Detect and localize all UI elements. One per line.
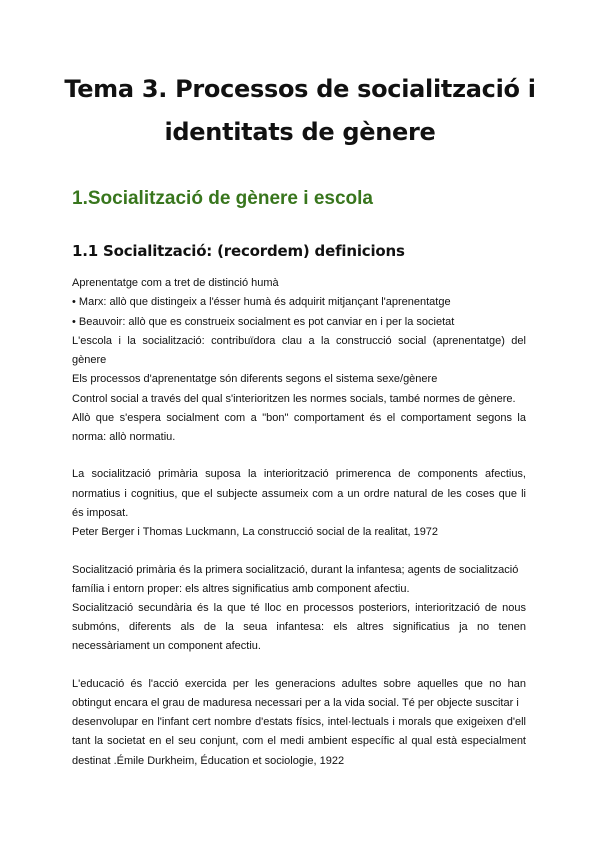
- bullet-line: • Beauvoir: allò que es construeix socialment es pot canviar en i per la societat: [72, 316, 455, 328]
- text-line: Socialització secundària és la que té lloc en processos posteriors, interiorització de nous: [72, 602, 526, 614]
- text-line: La socialització primària suposa la interiorització primerenca de components afectius,: [72, 468, 526, 480]
- bullet-line: • Marx: allò que distingeix a l'ésser humà és adquirit mitjançant l'aprenentatge: [72, 296, 451, 308]
- citation-line: destinat .Émile Durkheim, Éducation et sociologie, 1922: [72, 755, 345, 767]
- text-line: necessàriament un component afectiu.: [72, 640, 261, 652]
- text-line: gènere: [72, 354, 107, 366]
- text-line: L'educació és l'acció exercida per les generacions adultes sobre aquelles que no han: [72, 678, 526, 690]
- citation-line: Peter Berger i Thomas Luckmann, La construcció social de la realitat, 1972: [72, 526, 439, 538]
- text-line: L'escola i la socialització: contribuïdora clau a la construcció social (aprenentatge) del: [72, 335, 526, 347]
- text-line: Control social a través del qual s'interioritzen les normes socials, també normes de gènere.: [72, 393, 516, 405]
- text-line: tant la societat en el seu conjunt, com el medi ambient específic al qual està especialment: [72, 735, 526, 747]
- page-title-line-2: identitats de gènere: [164, 118, 436, 146]
- page-title-line-1: Tema 3. Processos de socialització i: [64, 75, 536, 103]
- text-line: Els processos d'aprenentatge són diferents segons el sistema sexe/gènere: [72, 373, 438, 385]
- section-heading: 1.Socialització de gènere i escola: [72, 188, 373, 209]
- text-line: és imposat.: [72, 507, 129, 519]
- subsection-heading: 1.1 Socialització: (recordem) definicions: [72, 242, 405, 260]
- text-line: submóns, diferents als de la seua infantesa: els altres significatius ja no tenen: [72, 621, 526, 633]
- text-line: família i entorn proper: els altres significatius amb component afectiu.: [72, 583, 410, 595]
- text-line: normatius i cognitius, que el subjecte assumeix com a un ordre natural de les coses que li: [72, 488, 526, 500]
- text-line: Allò que s'espera socialment com a "bon" comportament és el comportament segons la: [72, 412, 526, 424]
- text-line: obtingut encara el grau de maduresa necessari per a la vida social. Té per objecte suscitar i: [72, 697, 519, 709]
- text-line: Aprenentatge com a tret de distinció humà: [72, 277, 279, 289]
- text-line: Socialització primària és la primera socialització, durant la infantesa; agents de socialització: [72, 564, 519, 576]
- text-line: desenvolupar en l'infant cert nombre d'estats físics, intel·lectuals i morals que exigeixen d'ell: [72, 716, 526, 728]
- text-line: norma: allò normatiu.: [72, 431, 176, 443]
